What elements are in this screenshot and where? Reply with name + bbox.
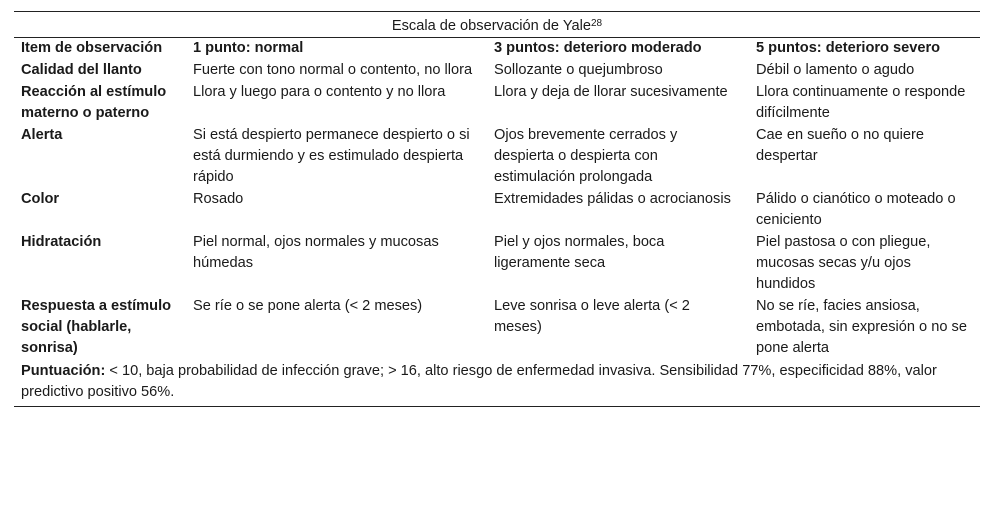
row-normal: Si está despierto permanece despierto o si está durmiendo y es estimulado despierta rápido xyxy=(193,127,470,185)
row-item: Respuesta a estímulo social (hablarle, sonrisa) xyxy=(21,298,172,356)
score-text: < 10, baja probabilidad de infección grave; > 16, alto riesgo de enfermedad invasiva. Sensibilidad 77%, especificidad 88%, valor predictivo positivo 56%. xyxy=(21,363,937,400)
caption-text: Escala de observación de Yale xyxy=(391,18,591,34)
table-caption xyxy=(14,12,980,38)
row-item: Alerta xyxy=(21,127,63,143)
row-severe: Piel pastosa o con pliegue, mucosas secas y/u ojos hundidos xyxy=(756,234,931,292)
observation-table xyxy=(14,38,980,360)
header-severe: 5 puntos: deterioro severo xyxy=(756,40,941,56)
row-item: Color xyxy=(21,191,60,207)
row-moderate: Piel y ojos normales, boca ligeramente seca xyxy=(494,234,665,271)
row-severe: Cae en sueño o no quiere despertar xyxy=(756,127,924,164)
row-severe: Débil o lamento o agudo xyxy=(756,62,915,78)
table-row xyxy=(14,125,980,189)
row-normal: Fuerte con tono normal o contento, no llora xyxy=(193,62,473,78)
row-severe: No se ríe, facies ansiosa, embotada, sin expresión o no se pone alerta xyxy=(756,298,967,356)
table-row xyxy=(14,82,980,125)
row-normal: Llora y luego para o contento y no llora xyxy=(193,84,446,100)
row-moderate: Sollozante o quejumbroso xyxy=(494,62,663,78)
row-moderate: Extremidades pálidas o acrocianosis xyxy=(494,191,731,207)
row-moderate: Ojos brevemente cerrados y despierta o despierta con estimulación prolongada xyxy=(494,127,678,185)
header-item: Item de observación xyxy=(21,40,163,56)
row-normal: Rosado xyxy=(193,191,244,207)
table-row xyxy=(14,232,980,296)
table-row xyxy=(14,60,980,82)
score-label: Puntuación: xyxy=(21,363,106,379)
caption-reference: 28 xyxy=(590,18,603,29)
yale-scale-table xyxy=(14,11,980,407)
score-footnote xyxy=(14,360,980,406)
row-item: Hidratación xyxy=(21,234,102,250)
header-moderate: 3 puntos: deterioro moderado xyxy=(494,40,702,56)
row-item: Reacción al estímulo materno o paterno xyxy=(21,84,167,121)
row-moderate: Llora y deja de llorar sucesivamente xyxy=(494,84,728,100)
row-moderate: Leve sonrisa o leve alerta (< 2 meses) xyxy=(494,298,690,335)
row-item: Calidad del llanto xyxy=(21,62,142,78)
row-severe: Pálido o cianótico o moteado o ceniciento xyxy=(756,191,956,228)
header-row xyxy=(14,38,980,60)
table-row xyxy=(14,296,980,360)
row-severe: Llora continuamente o responde difícilmente xyxy=(756,84,966,121)
table-row xyxy=(14,189,980,232)
row-normal: Piel normal, ojos normales y mucosas húmedas xyxy=(193,234,439,271)
row-normal: Se ríe o se pone alerta (< 2 meses) xyxy=(193,298,423,314)
header-normal: 1 punto: normal xyxy=(193,40,304,56)
